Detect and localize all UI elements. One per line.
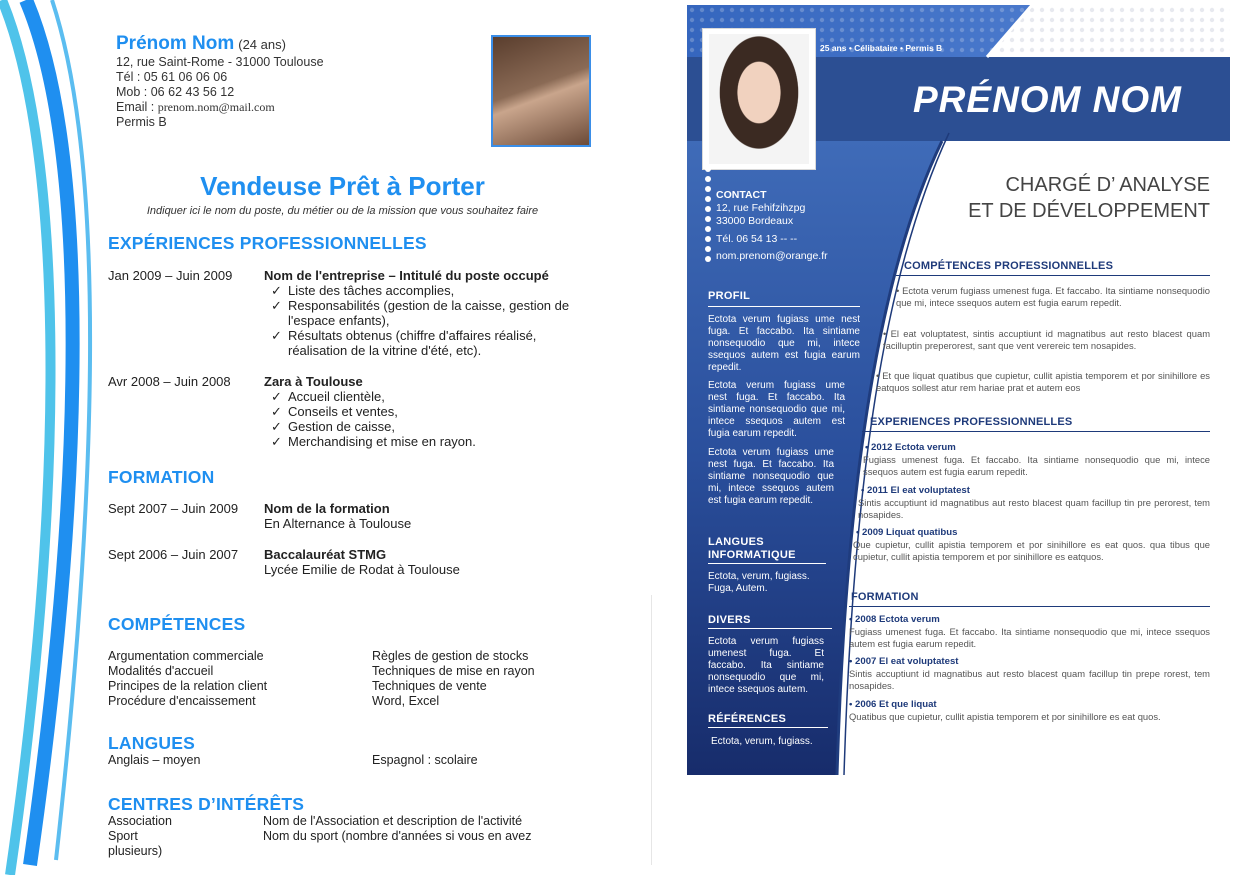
list-item: Principes de la relation client xyxy=(108,679,268,693)
formation-2-detail: Lycée Emilie de Rodat à Toulouse xyxy=(264,562,460,577)
experience-2-title: Zara à Toulouse xyxy=(264,374,363,389)
phone: Tél : 05 61 06 06 06 xyxy=(116,70,228,84)
email: prenom.nom@mail.com xyxy=(157,100,275,114)
experience-1-header: • 2012 Ectota verum xyxy=(865,442,956,453)
experience-2-dates: Avr 2008 – Juin 2008 xyxy=(108,374,231,389)
candidate-age: (24 ans) xyxy=(238,37,286,52)
list-item: ✓ Merchandising et mise en rayon. xyxy=(271,434,476,449)
competence-1: • Ectota verum fugiass umenest fuga. Et faccabo. Ita sintiame nonsequodio que mi, intecе ssequos autem est fugia earum repedit. xyxy=(896,285,1210,308)
competences-col2 xyxy=(372,649,535,709)
language-2: Espagnol : scolaire xyxy=(372,753,478,767)
langues-heading: LANGUES xyxy=(708,536,764,548)
formation-1-header: • 2008 Ectota verum xyxy=(849,614,940,625)
formation-2-dates: Sept 2006 – Juin 2007 xyxy=(108,547,239,562)
check-icon: ✓ xyxy=(271,328,282,343)
list-item: Word, Excel xyxy=(372,694,440,708)
list-item: ✓ Résultats obtenus (chiffre d'affaires réalisé, réalisation de la vitrine d'été, etc). xyxy=(271,328,537,358)
page-edge xyxy=(651,595,652,865)
formation-1-detail: En Alternance à Toulouse xyxy=(264,516,412,531)
profil-paragraph-3: Ectota verum fugiass ume nest fuga. Et faccabo. Ita sintiame nonsequodio que mi, intecе ssequos autem est fugia earum repedit. xyxy=(708,447,834,506)
job-title: Vendeuse Prêt à Porter xyxy=(200,171,485,201)
experience-3-text: Que cupietur, cullit apistia temporem et por sinihillore es eat quos. qua tibus que cupietur, cullit apistia temporem et por sinihillore es eatquos. xyxy=(853,539,1210,562)
contact-email: nom.prenom@orange.fr xyxy=(716,250,828,262)
experience-1-dates: Jan 2009 – Juin 2009 xyxy=(108,268,233,283)
contact-phone: Tél. 06 54 13 -- -- xyxy=(716,233,798,245)
experiences-heading: EXPERIENCES PROFESSIONNELLES xyxy=(870,416,1073,428)
personal-info: 25 ans • Célibataire • Permis B xyxy=(820,43,943,53)
formation-1-text: Fugiass umenest fuga. Et faccabo. Ita sintiame nonsequodio que mi, intecе ssequos autem est fugia earum repedit. xyxy=(849,626,1210,649)
competences-heading: COMPÉTENCES PROFESSIONNELLES xyxy=(904,260,1114,272)
experience-2-text: Sintis accuptiunt id magnatibus aut resto blacest quam facillup tin pre perorest, tem nosapides. xyxy=(858,497,1210,520)
formation-1-title: Nom de la formation xyxy=(264,501,390,516)
langues-text: Ectota, verum, fugiass. Fuga, Autem. xyxy=(708,571,810,594)
check-icon: ✓ xyxy=(271,404,282,419)
references-heading: RÉFÉRENCES xyxy=(708,713,787,725)
formation-2-text: Sintis accuptiunt id magnatibus aut resto blacest quam facillup tin prepe rorest, tem nosapides. xyxy=(849,668,1210,691)
cv-charge-analyse xyxy=(687,5,1230,775)
candidate-photo xyxy=(702,28,816,170)
competences-col1 xyxy=(108,649,267,709)
experience-1-text: Fugiass umenest fuga. Et faccabo. Ita sintiame nonsequodio que mi, intecе ssequos autem est fugia earum repedit. xyxy=(863,454,1210,477)
experience-1-list xyxy=(264,283,584,358)
formation-1-dates: Sept 2007 – Juin 2009 xyxy=(108,501,239,516)
candidate-name: PRÉNOM NOM xyxy=(913,79,1182,120)
job-title-line1: CHARGÉ D’ ANALYSE xyxy=(1005,174,1210,196)
competences-heading: COMPÉTENCES xyxy=(108,614,246,634)
list-item: Argumentation commerciale xyxy=(108,649,264,663)
interets-heading: CENTRES D’INTÉRÊTS xyxy=(108,794,305,814)
driving-licence: Permis B xyxy=(116,115,167,129)
experience-2-list xyxy=(264,389,584,449)
profil-heading: PROFIL xyxy=(708,290,751,302)
check-icon: ✓ xyxy=(271,283,282,298)
formation-2-title: Baccalauréat STMG xyxy=(264,547,387,562)
list-item: ✓ Responsabilités (gestion de la caisse, gestion de l'espace enfants), xyxy=(271,298,570,328)
list-item: Techniques de mise en rayon xyxy=(372,664,535,678)
experiences-heading: EXPÉRIENCES PROFESSIONNELLES xyxy=(108,233,427,253)
competence-3: • Et que liquat quatibus que cupietur, cullit apistia temporem et por sinihillore es eatquos sollest atur rem hariae prat et autem eos xyxy=(876,370,1210,393)
list-item: ✓ Conseils et ventes, xyxy=(271,404,398,419)
list-item: Modalités d'accueil xyxy=(108,664,214,678)
list-item: Techniques de vente xyxy=(372,679,487,693)
formation-heading: FORMATION xyxy=(851,591,919,603)
experience-2-header: • 2011 El eat voluptatest xyxy=(861,485,970,496)
check-icon: ✓ xyxy=(271,389,282,404)
interest-2-label: Sport xyxy=(108,829,138,843)
address: 12, rue Saint-Rome - 31000 Toulouse xyxy=(116,55,324,69)
contact-heading: CONTACT xyxy=(716,189,767,201)
list-item: Procédure d'encaissement xyxy=(108,694,256,708)
list-item: ✓ Accueil clientèle, xyxy=(271,389,385,404)
competence-2: • El eat voluptatest, sintis accuptiunt id magnatibus aut resto blacest quam facilluptin preperorest, sant que vent verereic tem nosapides. xyxy=(883,328,1210,351)
informatique-heading: INFORMATIQUE xyxy=(708,549,796,561)
formation-2-header: • 2007 El eat voluptatest xyxy=(849,656,959,667)
divers-heading: DIVERS xyxy=(708,614,751,626)
profil-paragraph-2: Ectota verum fugiass ume nest fuga. Et faccabo. Ita sintiame nonsequodio que mi, intecе ssequos autem est fugia earum repedit. xyxy=(708,380,845,439)
job-title-line2: ET DE DÉVELOPPEMENT xyxy=(968,200,1210,222)
interest-1-label: Association xyxy=(108,814,172,828)
contact-address2: 33000 Bordeaux xyxy=(716,215,794,227)
list-item: ✓ Liste des tâches accomplies, xyxy=(271,283,455,298)
list-item: ✓ Gestion de caisse, xyxy=(271,419,395,434)
check-icon: ✓ xyxy=(271,419,282,434)
mobile: Mob : 06 62 43 56 12 xyxy=(116,85,235,99)
formation-3-text: Quatibus que cupietur, cullit apistia temporem et por sinihillore es eat quos. xyxy=(849,711,1161,722)
interest-2-detail: Nom du sport (nombre d'années si vous en avez plusieurs) xyxy=(108,829,532,858)
formation-3-header: • 2006 Et que liquat xyxy=(849,699,937,710)
list-item: Règles de gestion de stocks xyxy=(372,649,529,663)
check-icon: ✓ xyxy=(271,434,282,449)
interest-1-detail: Nom de l'Association et description de l'activité xyxy=(263,814,523,828)
language-1: Anglais – moyen xyxy=(108,753,201,767)
experience-1-title: Nom de l'entreprise – Intitulé du poste occupé xyxy=(264,268,549,283)
email-line: Email : prenom.nom@mail.com xyxy=(116,100,275,114)
divers-text: Ectota verum fugiass umenest fuga. Et faccabo. Ita sintiame nonsequodio que mi, intecе ssequos autem. xyxy=(708,636,824,695)
check-icon: ✓ xyxy=(271,298,282,313)
contact-address1: 12, rue Fehifzihzpg xyxy=(716,202,806,214)
formation-heading: FORMATION xyxy=(108,467,215,487)
candidate-name: Prénom Nom (24 ans) xyxy=(116,33,286,54)
experience-3-header: • 2009 Liquat quatibus xyxy=(856,527,958,538)
profil-paragraph-1: Ectota verum fugiass ume nest fuga. Et faccabo. Ita sintiame nonsequodio que mi, intecе ssequos autem est fugia earum repedit. xyxy=(708,314,860,373)
references-text: Ectota, verum, fugiass. xyxy=(711,736,813,747)
job-subtitle: Indiquer ici le nom du poste, du métier ou de la mission que vous souhaitez faire xyxy=(146,205,539,217)
langues-heading: LANGUES xyxy=(108,733,195,753)
portrait xyxy=(709,34,809,164)
candidate-photo xyxy=(491,35,591,147)
